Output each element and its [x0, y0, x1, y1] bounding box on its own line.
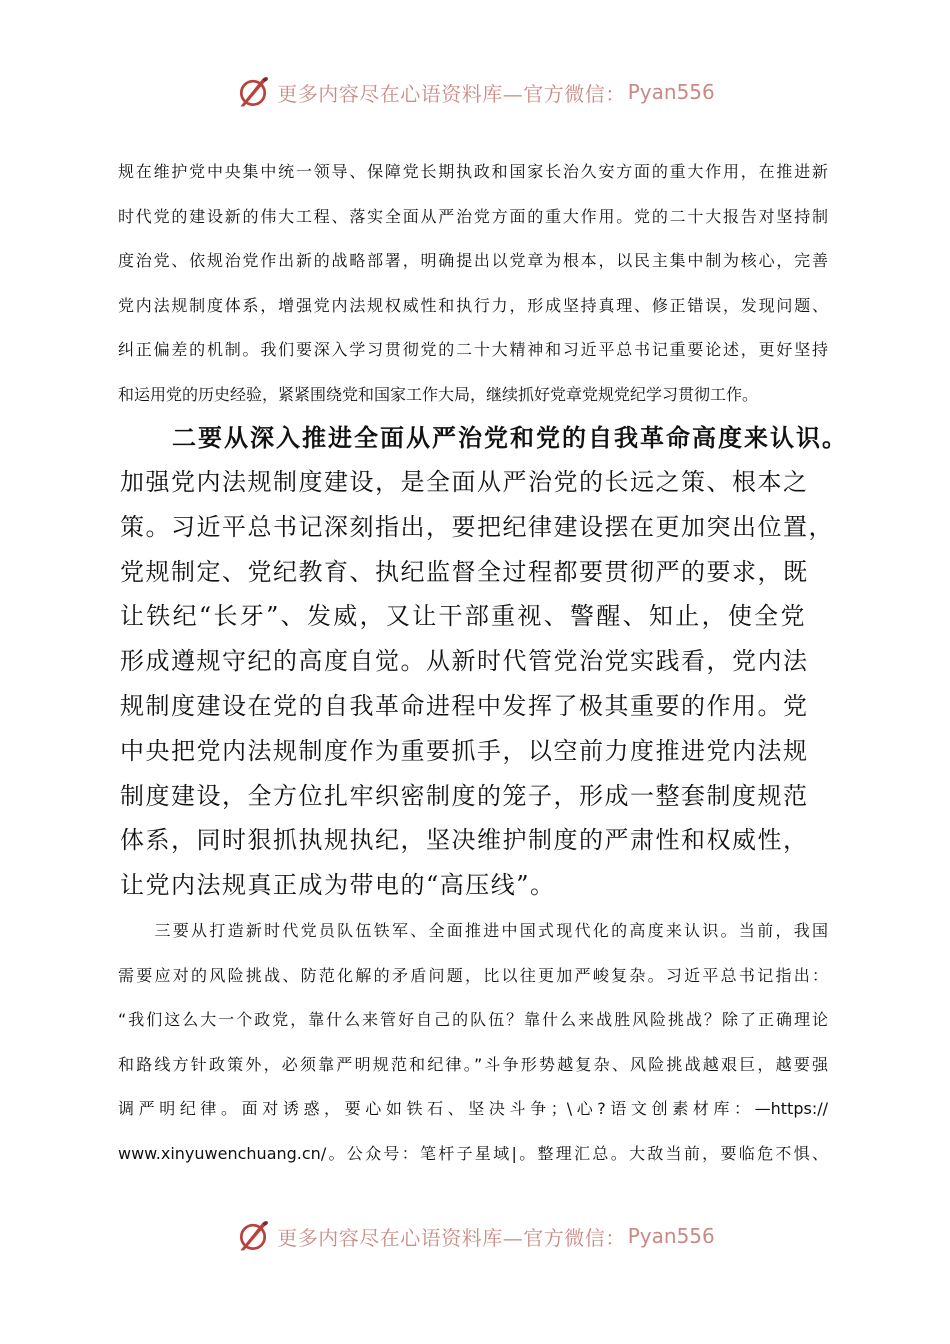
text-line: 和路线方针政策外，必须靠严明规范和纪律。”斗争形势越复杂、风险挑战越艰巨，越要强 [118, 1054, 828, 1074]
text-line: 形成遵规守纪的高度自觉。从新时代管党治党实践看，党内法 [120, 647, 809, 676]
section-2-heading: 二要从深入推进全面从严治党和党的自我革命高度来认识。 [172, 423, 848, 452]
text-line: “我们这么大一个政党，靠什么来管好自己的队伍？靠什么来战胜风险挑战？除了正确理论 [118, 1010, 828, 1030]
text-line: 时代党的建设新的伟大工程、落实全面从严治党方面的重大作用。党的二十大报告对坚持制 [118, 206, 828, 226]
bottom-banner [0, 1216, 950, 1256]
banner-text: 更多内容尽在心语资料库—官方微信： [277, 81, 626, 106]
text-line: 需要应对的风险挑战、防范化解的矛盾问题，比以往更加严峻复杂。习近平总书记指出： [118, 965, 828, 985]
banner-wechat-id: Pyan556 [627, 80, 715, 104]
text-line: 纠正偏差的机制。我们要深入学习贯彻党的二十大精神和习近平总书记重要论述，更好坚持 [118, 340, 828, 360]
banner-wechat-id: Pyan556 [627, 1224, 715, 1248]
text-line: 策。习近平总书记深刻指出，要把纪律建设摆在更加突出位置， [120, 512, 834, 541]
text-line: 党规制定、党纪教育、执纪监督全过程都要贯彻严的要求，既 [120, 557, 809, 586]
text-line: 党内法规制度体系，增强党内法规权威性和执行力，形成坚持真理、修正错误，发现问题、 [118, 295, 828, 315]
quill-pen-circle-logo-icon [235, 74, 271, 110]
text-line: 加强党内法规制度建设，是全面从严治党的长远之策、根本之 [120, 468, 809, 496]
text-line: 让铁纪“长牙”、发威，又让干部重视、警醒、知止，使全党 [120, 602, 806, 631]
text-line: 体系，同时狠抓执规执纪，坚决维护制度的严肃性和权威性， [120, 826, 809, 855]
paragraph-section-3 [118, 909, 828, 1177]
text-line: 让党内法规真正成为带电的“高压线”。 [120, 871, 556, 900]
text-line: 三要从打造新时代党员队伍铁军、全面推进中国式现代化的高度来认识。当前，我国 [118, 921, 828, 940]
text-line: 调严明纪律。面对诱惑，要心如铁石、坚决斗争；\心?语文创素材库：—https:// [118, 1099, 828, 1119]
top-banner [0, 72, 950, 112]
text-line: www.xinyuwenchuang.cn/。公众号：笔杆子星域|。整理汇总。大敌当前，要临危不惧、 [118, 1143, 828, 1163]
text-line: 和运用党的历史经验，紧紧围绕党和国家工作大局，继续抓好党章党规党纪学习贯彻工作。 [118, 384, 759, 404]
paragraph-section-1 [118, 150, 828, 418]
text-line: 规制度建设在党的自我革命进程中发挥了极其重要的作用。党 [120, 691, 809, 720]
banner-text: 更多内容尽在心语资料库—官方微信： [277, 1225, 626, 1250]
text-line: 中央把党内法规制度作为重要抓手，以空前力度推进党内法规 [120, 736, 809, 765]
paragraph-section-2 [120, 460, 834, 908]
text-line: 规在维护党中央集中统一领导、保障党长期执政和国家长治久安方面的重大作用，在推进新 [118, 162, 828, 181]
text-line: 制度建设，全方位扎牢织密制度的笼子，形成一整套制度规范 [120, 781, 809, 810]
text-line: 度治党、依规治党作出新的战略部署，明确提出以党章为根本，以民主集中制为核心，完善 [118, 251, 828, 271]
quill-pen-circle-logo-icon [235, 1218, 271, 1254]
